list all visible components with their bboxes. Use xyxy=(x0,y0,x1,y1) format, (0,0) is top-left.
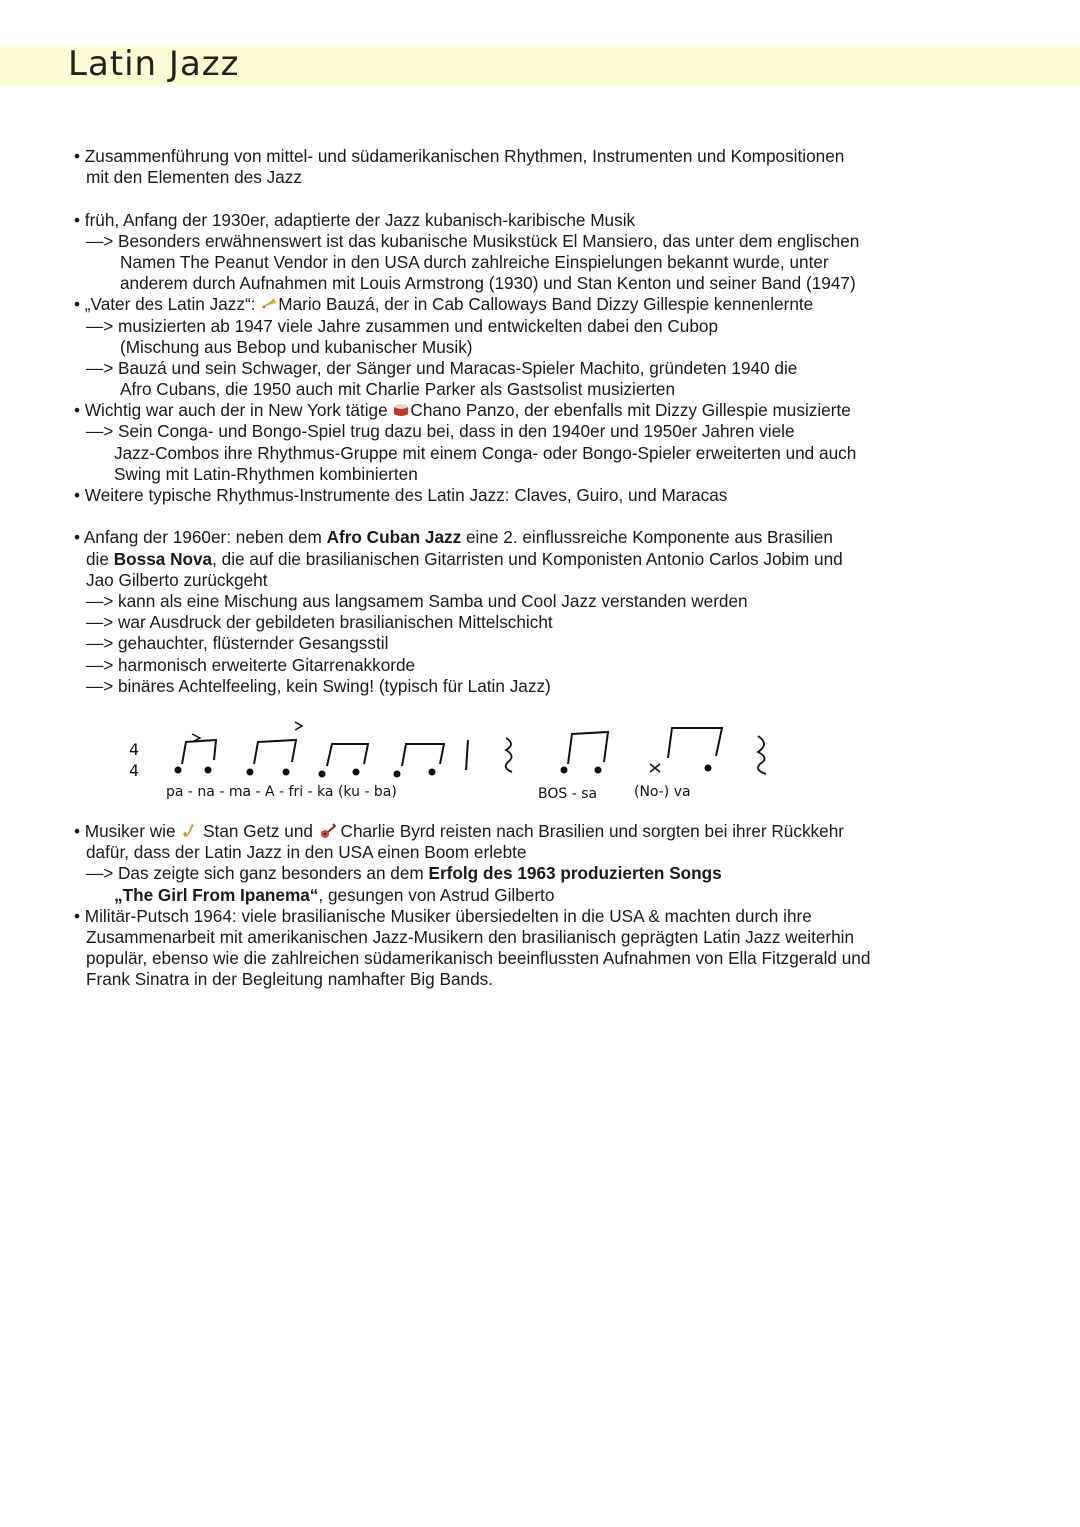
arrow-line: —> harmonisch erweiterte Gitarrenakkorde xyxy=(86,654,416,675)
continuation-line: die Bossa Nova, die auf die brasilianischen Gitarristen und Komponisten Antonio Carlos Jobim und xyxy=(86,548,843,569)
bullet-1960s: • Anfang der 1960er: neben dem Afro Cuban Jazz eine 2. einflussreiche Komponente aus Brasilien xyxy=(74,527,833,548)
continuation-line: Namen The Peanut Vendor in den USA durch zahlreiche Einspielungen bekannt wurde, unter xyxy=(120,251,829,272)
saxophone-icon xyxy=(180,823,198,839)
document-body xyxy=(74,146,914,697)
continuation-line: Jao Gilberto zurückgeht xyxy=(86,569,268,590)
arrow-line: —> war Ausdruck der gebildeten brasilianischen Mittelschicht xyxy=(86,612,553,633)
continuation-line: Zusammenarbeit mit amerikanischen Jazz-Musikern den brasilianisch geprägten Latin Jazz weiterhin xyxy=(86,926,855,947)
arrow-line: —> Bauzá und sein Schwager, der Sänger und Maracas-Spieler Machito, gründeten 1940 die xyxy=(86,357,798,378)
document-body-lower xyxy=(74,821,914,991)
arrow-line: —> Besonders erwähnenswert ist das kubanische Musikstück El Mansiero, das unter dem englischen xyxy=(86,230,860,251)
time-signature-top: 4 xyxy=(129,740,140,759)
arrow-line: —> Das zeigte sich ganz besonders an dem Erfolg des 1963 produzierten Songs xyxy=(86,863,722,884)
intro-line: mit den Elementen des Jazz xyxy=(86,167,302,188)
bullet-1930s: • früh, Anfang der 1930er, adaptierte der Jazz kubanisch-karibische Musik xyxy=(74,209,636,230)
intro-line: • Zusammenführung von mittel- und südamerikanischen Rhythmen, Instrumenten und Kompositionen xyxy=(74,146,845,166)
continuation-line: „The Girl From Ipanema“, gesungen von Astrud Gilberto xyxy=(114,884,555,905)
rhythm-lyric-panamafrika: pa - na - ma - A - fri - ka (ku - ba) xyxy=(166,784,397,800)
rhythm-lyric-bossa: BOS - sa xyxy=(538,786,598,802)
continuation-line: populär, ebenso wie die zahlreichen südamerikanisch beeinflussten Aufnahmen von Ella Fitzgerald und xyxy=(86,948,871,969)
arrow-line: —> binäres Achtelfeeling, kein Swing! (typisch für Latin Jazz) xyxy=(86,675,551,696)
trumpet-icon xyxy=(260,296,278,312)
arrow-line: —> musizierten ab 1947 viele Jahre zusammen und entwickelten dabei den Cubop xyxy=(86,315,719,336)
bullet-putsch: • Militär-Putsch 1964: viele brasilianische Musiker übersiedelten in die USA & machten durch ihre xyxy=(74,905,812,926)
bullet-vater: • „Vater des Latin Jazz“: Mario Bauzá, der in Cab Calloways Band Dizzy Gillespie kennenlernte xyxy=(74,294,814,315)
bullet-chano: • Wichtig war auch der in New York tätige Chano Panzo, der ebenfalls mit Dizzy Gillespie musizierte xyxy=(74,400,851,421)
bullet-musiker: • Musiker wie Stan Getz und Charlie Byrd reisten nach Brasilien und sorgten bei ihrer Rückkehr xyxy=(74,821,844,841)
continuation-line: Frank Sinatra in der Begleitung namhafter Big Bands. xyxy=(86,969,494,990)
continuation-line: (Mischung aus Bebop und kubanischer Musik) xyxy=(120,336,473,357)
time-signature-bottom: 4 xyxy=(129,761,140,780)
continuation-line: Afro Cubans, die 1950 auch mit Charlie Parker als Gastsolist musizierten xyxy=(120,379,676,400)
drum-icon xyxy=(392,402,410,418)
page-title: Latin Jazz xyxy=(68,44,240,84)
rhythm-notation xyxy=(120,710,800,810)
arrow-line: —> gehauchter, flüsternder Gesangsstil xyxy=(86,633,389,654)
guitar-icon xyxy=(318,823,336,839)
arrow-line: —> kann als eine Mischung aus langsamem Samba und Cool Jazz verstanden werden xyxy=(86,590,748,611)
bullet-instruments: • Weitere typische Rhythmus-Instrumente des Latin Jazz: Claves, Guiro, und Maracas xyxy=(74,485,728,505)
continuation-line: Swing mit Latin-Rhythmen kombinierten xyxy=(114,463,418,484)
arrow-line: —> Sein Conga- und Bongo-Spiel trug dazu bei, dass in den 1940er und 1950er Jahren viele xyxy=(86,421,795,442)
continuation-line: dafür, dass der Latin Jazz in den USA einen Boom erlebte xyxy=(86,842,527,863)
rhythm-lyric-nova: (No-) va xyxy=(634,784,691,800)
continuation-line: Jazz-Combos ihre Rhythmus-Gruppe mit einem Conga- oder Bongo-Spieler erweiterten und auch xyxy=(114,442,857,463)
continuation-line: anderem durch Aufnahmen mit Louis Armstrong (1930) und Stan Kenton und seiner Band (1947) xyxy=(120,273,856,294)
